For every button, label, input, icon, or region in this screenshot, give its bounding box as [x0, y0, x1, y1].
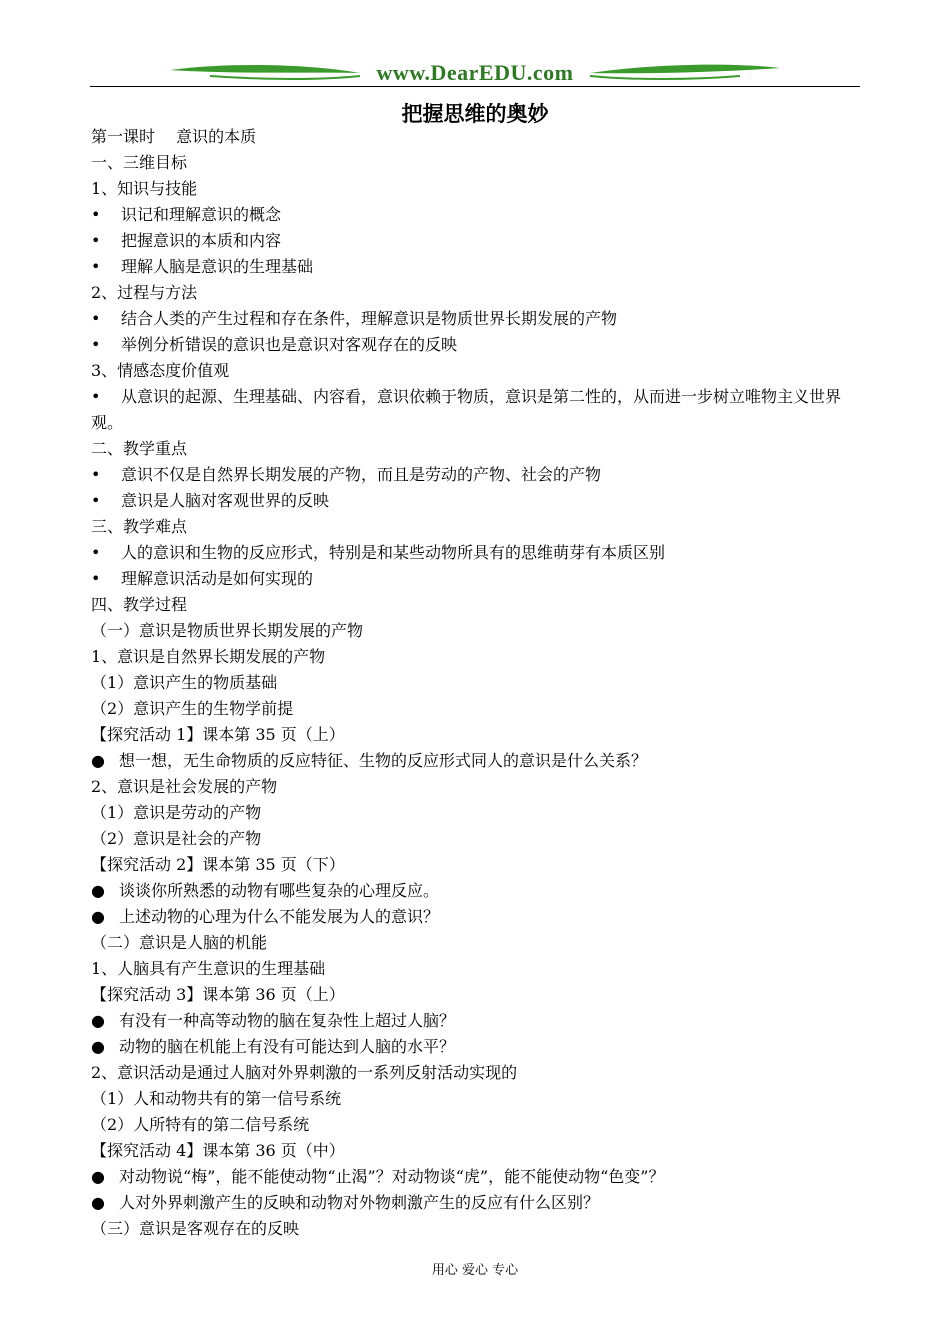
text-line	[91, 618, 871, 644]
text-line	[91, 202, 871, 228]
line-text: 结合人类的产生过程和存在条件，理解意识是物质世界长期发展的产物	[121, 309, 618, 328]
text-line	[91, 176, 871, 202]
text-line	[91, 1216, 871, 1242]
bullet-icon: •	[91, 387, 101, 406]
line-text: 从意识的起源、生理基础、内容看，意识依赖于物质，意识是第二性的，从而进一步树立唯物主义世界观。	[91, 387, 842, 432]
text-line	[91, 306, 871, 332]
line-text: 谈谈你所熟悉的动物有哪些复杂的心理反应。	[119, 881, 440, 900]
filled-circle-icon: ●	[91, 1011, 105, 1030]
line-text: （1）意识产生的物质基础	[91, 673, 278, 692]
header-divider	[90, 86, 860, 87]
line-text: 2、过程与方法	[91, 283, 198, 302]
text-line	[91, 1034, 871, 1060]
filled-circle-icon: ●	[91, 907, 105, 926]
line-text: 2、意识是社会发展的产物	[91, 777, 278, 796]
text-line	[91, 644, 871, 670]
line-text: 二、教学重点	[91, 439, 188, 458]
text-line	[91, 1086, 871, 1112]
text-line	[91, 488, 871, 514]
text-line	[91, 358, 871, 384]
text-line	[91, 748, 871, 774]
text-line	[91, 462, 871, 488]
text-line	[91, 1190, 871, 1216]
text-line	[91, 1060, 871, 1086]
bullet-icon: •	[91, 231, 101, 250]
line-text: 举例分析错误的意识也是意识对客观存在的反映	[121, 335, 458, 354]
filled-circle-icon: ●	[91, 1193, 105, 1212]
text-line	[91, 800, 871, 826]
text-line	[91, 280, 871, 306]
text-line	[91, 722, 871, 748]
text-line	[91, 592, 871, 618]
bullet-icon: •	[91, 569, 101, 588]
text-line	[91, 540, 871, 566]
text-line	[91, 254, 871, 280]
bullet-icon: •	[91, 491, 101, 510]
line-text: 把握意识的本质和内容	[121, 231, 282, 250]
text-line	[91, 956, 871, 982]
filled-circle-icon: ●	[91, 881, 105, 900]
bullet-icon: •	[91, 257, 101, 276]
text-line	[91, 904, 871, 930]
line-text: （二）意识是人脑的机能	[91, 933, 268, 952]
bullet-icon: •	[91, 309, 101, 328]
text-line	[91, 1164, 871, 1190]
text-line	[91, 930, 871, 956]
text-line	[91, 878, 871, 904]
line-text: 一、三维目标	[91, 153, 188, 172]
filled-circle-icon: ●	[91, 1037, 105, 1056]
line-text: （三）意识是客观存在的反映	[91, 1219, 300, 1238]
text-line	[91, 826, 871, 852]
line-text: 对动物说“梅”，能不能使动物“止渴”？对动物谈“虎”，能不能使动物“色变”？	[119, 1167, 665, 1186]
line-text: 想一想，无生命物质的反应特征、生物的反应形式同人的意识是什么关系？	[119, 751, 648, 770]
text-line	[91, 1008, 871, 1034]
text-line	[91, 852, 871, 878]
page-footer: 用心 爱心 专心	[431, 1263, 519, 1278]
text-line	[91, 982, 871, 1008]
text-line	[91, 670, 871, 696]
line-text: （2）意识是社会的产物	[91, 829, 262, 848]
line-text: 动物的脑在机能上有没有可能达到人脑的水平？	[119, 1037, 456, 1056]
line-text: 【探究活动 2】课本第 35 页（下）	[91, 855, 345, 874]
line-text: （1）人和动物共有的第一信号系统	[91, 1089, 342, 1108]
text-line	[91, 332, 871, 358]
line-text: 理解人脑是意识的生理基础	[121, 257, 314, 276]
bullet-icon: •	[91, 335, 101, 354]
document-body	[91, 124, 871, 1242]
site-logo-text: www.DearEDU.com	[376, 60, 574, 85]
line-text: 意识是人脑对客观世界的反映	[121, 491, 330, 510]
line-text: 意识不仅是自然界长期发展的产物，而且是劳动的产物、社会的产物	[121, 465, 602, 484]
line-text: （1）意识是劳动的产物	[91, 803, 262, 822]
line-text: 【探究活动 4】课本第 36 页（中）	[91, 1141, 345, 1160]
line-text: 上述动物的心理为什么不能发展为人的意识？	[119, 907, 440, 926]
text-line	[91, 1112, 871, 1138]
line-text: 1、人脑具有产生意识的生理基础	[91, 959, 326, 978]
bullet-icon: •	[91, 543, 101, 562]
document-title: 把握思维的奥妙	[401, 101, 549, 126]
site-header	[90, 56, 860, 92]
text-line	[91, 124, 871, 150]
line-text: 2、意识活动是通过人脑对外界刺激的一系列反射活动实现的	[91, 1063, 518, 1082]
text-line	[91, 1138, 871, 1164]
line-text: 【探究活动 3】课本第 36 页（上）	[91, 985, 345, 1004]
line-text: 人对外界刺激产生的反映和动物对外物刺激产生的反应有什么区别？	[119, 1193, 600, 1212]
text-line	[91, 696, 871, 722]
text-line	[91, 228, 871, 254]
line-text: 【探究活动 1】课本第 35 页（上）	[91, 725, 345, 744]
text-line	[91, 436, 871, 462]
line-text: 3、情感态度价值观	[91, 361, 230, 380]
filled-circle-icon: ●	[91, 751, 105, 770]
line-text: 1、知识与技能	[91, 179, 198, 198]
text-line	[91, 566, 871, 592]
bullet-icon: •	[91, 465, 101, 484]
line-text: 识记和理解意识的概念	[121, 205, 282, 224]
text-line	[91, 774, 871, 800]
line-text: 理解意识活动是如何实现的	[121, 569, 314, 588]
text-line	[91, 514, 871, 540]
filled-circle-icon: ●	[91, 1167, 105, 1186]
line-text: 四、教学过程	[91, 595, 188, 614]
line-text: 第一课时 意识的本质	[91, 127, 257, 146]
line-text: （一）意识是物质世界长期发展的产物	[91, 621, 364, 640]
text-line	[91, 150, 871, 176]
bullet-icon: •	[91, 205, 101, 224]
line-text: 人的意识和生物的反应形式，特别是和某些动物所具有的思维萌芽有本质区别	[121, 543, 666, 562]
line-text: （2）意识产生的生物学前提	[91, 699, 294, 718]
line-text: 有没有一种高等动物的脑在复杂性上超过人脑？	[119, 1011, 456, 1030]
text-line	[91, 384, 871, 436]
line-text: （2）人所特有的第二信号系统	[91, 1115, 310, 1134]
line-text: 三、教学难点	[91, 517, 188, 536]
line-text: 1、意识是自然界长期发展的产物	[91, 647, 326, 666]
